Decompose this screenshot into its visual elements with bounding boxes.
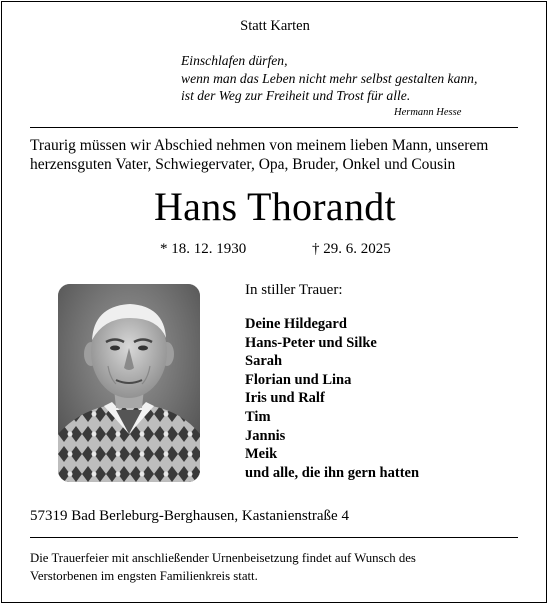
poem-quote — [181, 52, 511, 105]
portrait-photo — [58, 284, 200, 482]
mourner-name: Florian und Lina — [245, 371, 352, 388]
deceased-name: Hans Thorandt — [153, 184, 396, 229]
intro-text — [30, 136, 530, 174]
birth-date: * 18. 12. 1930 — [160, 241, 247, 257]
mourner-name: Tim — [245, 408, 271, 425]
address: 57319 Bad Berleburg-Berghausen, Kastanienstraße 4 — [30, 508, 349, 524]
mourner-name: und alle, die ihn gern hatten — [245, 464, 420, 481]
divider-bottom — [30, 537, 518, 538]
funeral-note — [30, 550, 510, 585]
intro-line: herzensguten Vater, Schwiegervater, Opa, Bruder, Onkel und Cousin — [30, 156, 456, 173]
intro-line: Traurig müssen wir Abschied nehmen von meinem lieben Mann, unserem — [30, 137, 489, 154]
mourner-name: Hans-Peter und Silke — [245, 334, 377, 351]
mourner-name: Sarah — [245, 353, 283, 370]
mourner-name: Iris und Ralf — [245, 390, 325, 407]
mourner-name: Meik — [245, 446, 278, 463]
divider-top — [30, 127, 518, 128]
mourner-name: Deine Hildegard — [245, 316, 347, 332]
poem-line: ist der Weg zur Freiheit und Trost für alle. — [181, 88, 411, 103]
poem-line: Einschlafen dürfen, — [181, 53, 288, 68]
death-date: † 29. 6. 2025 — [312, 241, 391, 257]
mourner-name: Jannis — [245, 427, 286, 444]
header-statt-karten: Statt Karten — [240, 18, 310, 34]
mourners-list — [245, 315, 419, 482]
funeral-note-line: Die Trauerfeier mit anschließender Urnenbeisetzung findet auf Wunsch des — [30, 551, 416, 565]
funeral-note-line: Verstorbenen im engsten Familienkreis statt. — [30, 568, 258, 583]
mourners-label: In stiller Trauer: — [245, 282, 343, 298]
poem-author: Hermann Hesse — [394, 107, 462, 118]
poem-line: wenn man das Leben nicht mehr selbst gestalten kann, — [181, 70, 478, 86]
